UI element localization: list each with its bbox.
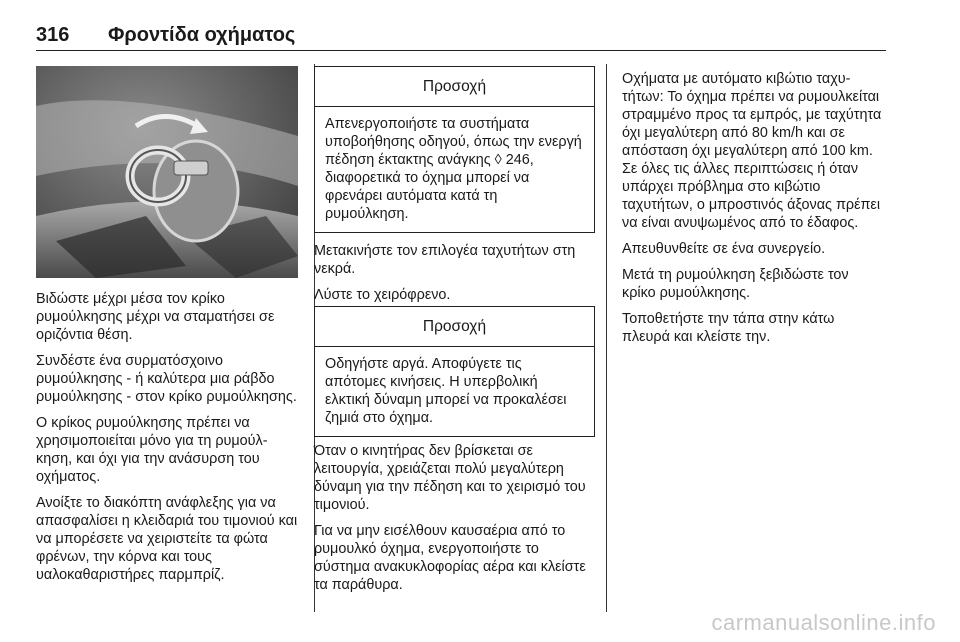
left-paragraph-1: Βιδώστε μέχρι μέσα τον κρίκο ρυμούλκησης μέχρι να σταματήσει σε οριζόντια θέση. [36, 291, 275, 343]
right-column-text [622, 70, 884, 354]
middle-paragraph-1: Μετακινήστε τον επιλογέα ταχυτήτων στη νεκρά. [314, 243, 576, 277]
watermark: carmanualsonline.info [711, 610, 936, 635]
right-paragraph-2: Απευθυνθείτε σε ένα συνεργείο. [622, 241, 826, 257]
left-paragraph-4: Ανοίξτε το διακόπτη ανάφλεξης για να απασφαλίσει η κλειδαριά του τιμονιού και να μπορέσετε να χειριστείτε τα φώτα φρένων, την κόρνα και τους υαλοκαθαριστήρες παρμπρίζ. [36, 495, 298, 583]
right-paragraph-3: Μετά τη ρυμούλκηση ξεβιδώστε τον κρίκο ρυμούλκησης. [622, 267, 849, 301]
header-rule [36, 50, 886, 51]
caution-box-1 [314, 66, 595, 233]
section-title: Φροντίδα οχήματος [108, 24, 296, 46]
caution-title: Προσοχή [315, 67, 594, 107]
page-number: 316 [36, 24, 70, 46]
towing-eye-photo [36, 66, 298, 278]
right-paragraph-1: Οχήματα με αυτόματο κιβώτιο ταχυτήτων: Το όχημα πρέπει να ρυμουλκείται στραμμένο προς τα εμπρός, με ταχύτητα όχι μεγαλύτερη από 80 km/h και σε απόσταση όχι μεγαλύτερη από 100 km. Σε όλες τις άλλες περιπτώσεις ή όταν υπάρχει πρόβλημα στο κιβώτιο ταχυτήτων, ο μπροστινός άξονας πρέπει να είναι ανυψωμένος από το έδαφος. [622, 71, 882, 231]
caution-title: Προσοχή [315, 307, 594, 347]
caution-body: Οδηγήστε αργά. Αποφύγετε τις απότομες κινήσεις. Η υπερβολική ελκτική δύναμη μπορεί να προκαλέσει ζημιά στο όχημα. [325, 356, 567, 426]
middle-text-b [314, 442, 595, 602]
middle-paragraph-4: Για να μην εισέλθουν καυσαέρια από το ρυμουλκό όχημα, ενεργοποιήστε το σύστημα ανακυκλοφορίας αέρα και κλείστε τα παράθυρα. [314, 523, 586, 593]
caution-body: Απενεργοποιήστε τα συστήματα υποβοήθησης οδηγού, όπως την ενεργή πέδηση έκτακτης ανάγκης ◊ 246, διαφορετικά το όχημα μπορεί να φρενάρει αυτόματα κατά τη ρυμούλκηση. [325, 116, 582, 222]
column-divider-right [606, 64, 607, 612]
left-column-text [36, 290, 298, 592]
right-paragraph-4: Τοποθετήστε την τάπα στην κάτω πλευρά και κλείστε την. [622, 311, 835, 345]
left-paragraph-2: Συνδέστε ένα συρματόσχοινο ρυμούλκησης - ή καλύτερα μια ράβδο ρυμούλκησης - στον κρίκο ρυμούλκησης. [36, 353, 297, 405]
caution-box-2 [314, 306, 595, 437]
middle-paragraph-2: Λύστε το χειρόφρενο. [314, 287, 451, 303]
middle-text-a [314, 242, 595, 312]
middle-paragraph-3: Όταν ο κινητήρας δεν βρίσκεται σε λειτουργία, χρειάζεται πολύ μεγαλύτερη δύναμη για την πέδηση και το χειρισμό του τιμονιού. [314, 443, 586, 513]
left-paragraph-3: Ο κρίκος ρυμούλκησης πρέπει να χρησιμοποιείται μόνο για τη ρυμούλκηση, και όχι για την ανάσυρση του οχήματος. [36, 415, 268, 485]
